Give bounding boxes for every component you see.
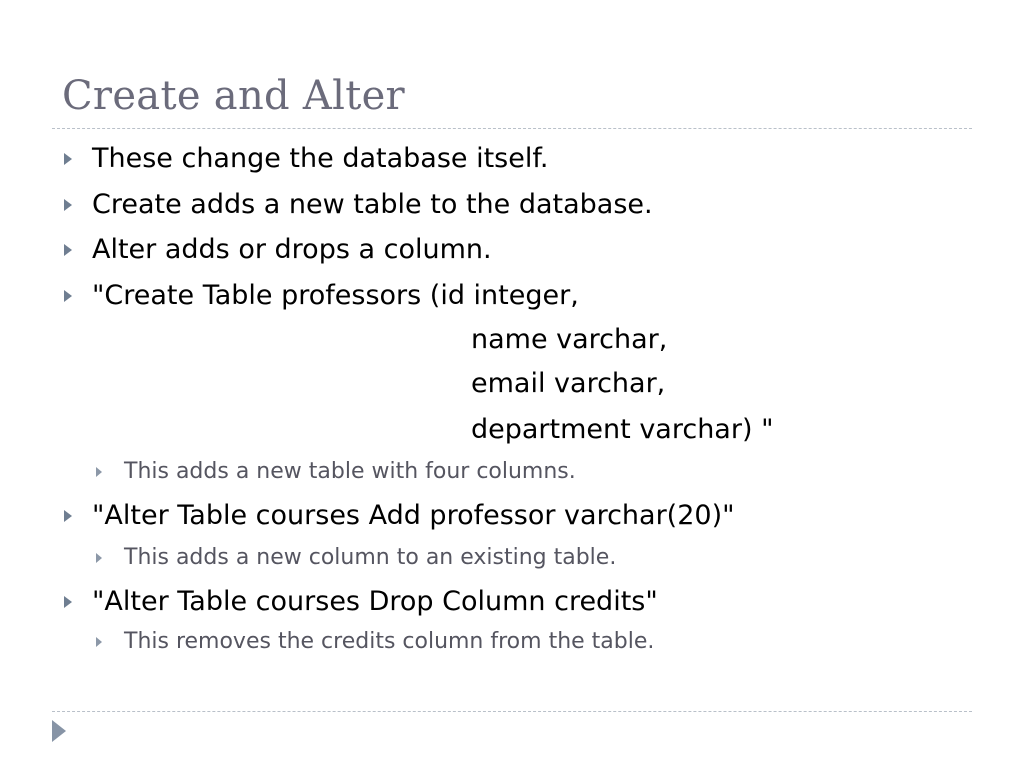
bullet-text: "Alter Table courses Add professor varchar(20)"	[92, 500, 735, 531]
bullet-text: "Create Table professors (id integer,	[92, 280, 579, 311]
bullet-text: These change the database itself.	[92, 143, 549, 174]
sub-bullet-text: This removes the credits column from the table.	[124, 629, 655, 654]
code-continuation-line: department varchar) "	[471, 414, 774, 445]
sub-bullet-triangle-icon	[96, 637, 102, 647]
bullet-triangle-icon	[64, 244, 72, 256]
sub-bullet-text: This adds a new column to an existing table.	[124, 545, 617, 570]
bullet-text: "Alter Table courses Drop Column credits"	[92, 586, 658, 617]
next-slide-icon[interactable]	[52, 720, 66, 742]
title-divider	[52, 128, 972, 129]
bullet-triangle-icon	[64, 199, 72, 211]
code-continuation-line: name varchar,	[471, 324, 668, 355]
bullet-text: Alter adds or drops a column.	[92, 234, 492, 265]
sub-bullet-text: This adds a new table with four columns.	[124, 459, 576, 484]
sub-bullet-triangle-icon	[96, 553, 102, 563]
bullet-triangle-icon	[64, 596, 72, 608]
code-continuation-line: email varchar,	[471, 368, 666, 399]
sub-bullet-triangle-icon	[96, 467, 102, 477]
bullet-triangle-icon	[64, 290, 72, 302]
slide-title: Create and Alter	[62, 73, 405, 119]
bullet-text: Create adds a new table to the database.	[92, 189, 653, 220]
bullet-triangle-icon	[64, 153, 72, 165]
bullet-triangle-icon	[64, 510, 72, 522]
footer-divider	[52, 711, 972, 712]
